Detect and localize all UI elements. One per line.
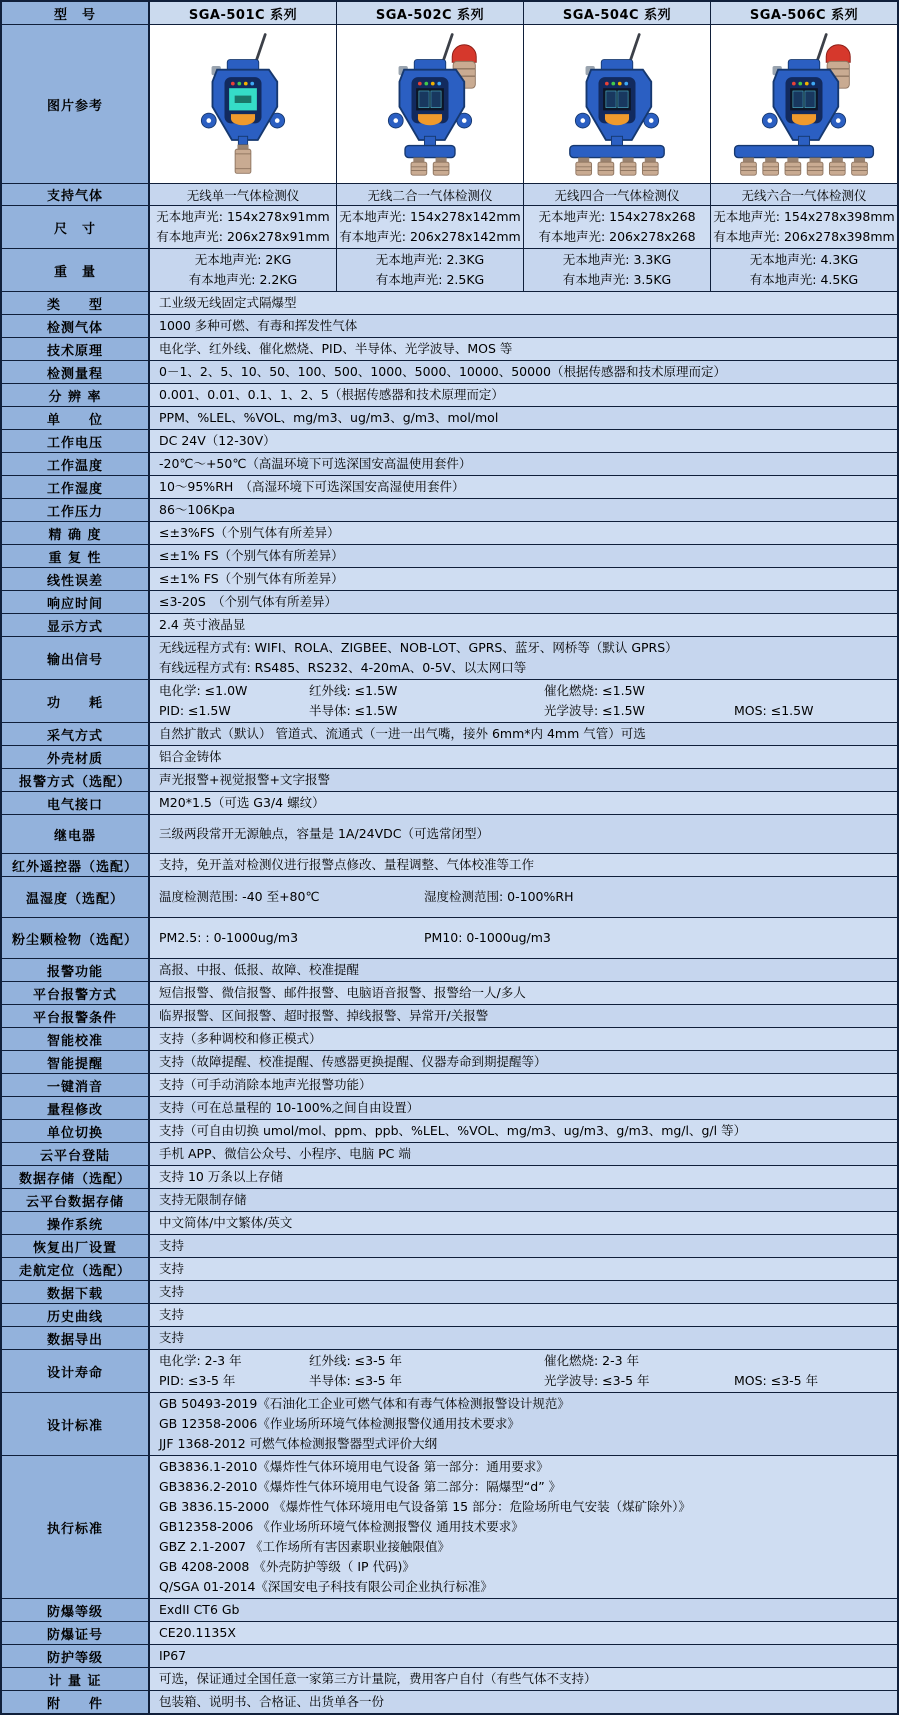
table-row: [2, 476, 897, 499]
value-cell: [150, 1028, 897, 1050]
value-line: 有本地声光: 4.5KG: [749, 272, 859, 287]
row-label: 平台报警方式: [2, 982, 150, 1004]
value-line: [159, 887, 891, 907]
row-label: 检测气体: [2, 315, 150, 337]
sga-506c-detector-icon: [716, 29, 892, 180]
table-row: [2, 614, 897, 637]
value-line: GB3836.1-2010《爆炸性气体环境用电气设备 第一部分：通用要求》: [159, 1459, 549, 1474]
value-line: 0.001、0.01、0.1、1、2、5（根据传感器和技术原理而定）: [159, 387, 504, 402]
value-line: GB 50493-2019《石油化工企业可燃气体和有毒气体检测报警设计规范》: [159, 1396, 570, 1411]
value-cell: [150, 1097, 897, 1119]
value-cell: [150, 854, 897, 876]
value-cell: [150, 1350, 897, 1392]
value-line: [159, 928, 891, 948]
row-label: 附 件: [2, 1691, 150, 1713]
value-line: 短信报警、微信报警、邮件报警、电脑语音报警、报警给一人/多人: [159, 985, 526, 1000]
table-row: [2, 1120, 897, 1143]
value-line: 支持（可手动消除本地声光报警功能）: [159, 1077, 372, 1092]
row-label: 精 确 度: [2, 522, 150, 544]
table-row: [2, 1258, 897, 1281]
row-label: 技术原理: [2, 338, 150, 360]
value-line: JJF 1368-2012 可燃气体检测报警器型式评价大纲: [159, 1436, 438, 1451]
value-line: [159, 681, 891, 701]
value-line: -20℃～+50℃（高温环境下可选深国安高温使用套件）: [159, 456, 472, 471]
value-cell: [150, 249, 337, 291]
value-line: 无本地声光: 2KG: [194, 252, 292, 267]
value-line: 临界报警、区间报警、超时报警、掉线报警、异常开/关报警: [159, 1008, 489, 1023]
value-line: 10～95%RH （高湿环境下可选深国安高湿使用套件）: [159, 479, 465, 494]
table-row: [2, 361, 897, 384]
value-line: 三级两段常开无源触点，容量是 1A/24VDC（可选常闭型）: [159, 826, 489, 841]
sga-504c-detector-icon: [529, 29, 705, 180]
value-line: 无本地声光: 4.3KG: [749, 252, 859, 267]
value-cell: [150, 545, 897, 567]
value-segment: PM2.5: : 0-1000ug/m3: [159, 930, 299, 945]
table-row: [2, 1166, 897, 1189]
table-row: [2, 338, 897, 361]
value-cell: [150, 918, 897, 958]
table-row: [2, 1097, 897, 1120]
row-label: 型 号: [2, 2, 150, 24]
row-label: 尺 寸: [2, 206, 150, 248]
table-row: [2, 723, 897, 746]
table-row: [2, 982, 897, 1005]
value-cell: [150, 1456, 897, 1598]
value-segment: 光学波导: ≤1.5W: [544, 703, 645, 718]
value-cell: [150, 792, 897, 814]
value-cell: [150, 1622, 897, 1644]
value-line: 有本地声光: 3.5KG: [562, 272, 672, 287]
row-label: 输出信号: [2, 637, 150, 679]
value-cell: [150, 1393, 897, 1455]
value-cell: [150, 338, 897, 360]
value-line: GB12358-2006 《作业场所环境气体检测报警仪 通用技术要求》: [159, 1519, 524, 1534]
value-cell: [150, 1668, 897, 1690]
value-cell: 无线六合一气体检测仪: [711, 184, 897, 205]
row-label: 操作系统: [2, 1212, 150, 1234]
value-line: [159, 1351, 891, 1371]
value-cell: 无线四合一气体检测仪: [524, 184, 711, 205]
table-row: [2, 1189, 897, 1212]
value-segment: 湿度检测范围: 0-100%RH: [424, 889, 574, 904]
row-label: 支持气体: [2, 184, 150, 205]
row-label: 云平台数据存储: [2, 1189, 150, 1211]
row-label: 智能校准: [2, 1028, 150, 1050]
row-label: 数据存储（选配）: [2, 1166, 150, 1188]
table-row: [2, 769, 897, 792]
sga-502c-detector-icon: [342, 29, 518, 180]
value-cell: [150, 815, 897, 853]
table-row: [2, 1393, 897, 1456]
row-label: 防爆证号: [2, 1622, 150, 1644]
value-segment: 温度检测范围: -40 至+80℃: [159, 889, 320, 904]
table-row: [2, 292, 897, 315]
value-line: Q/SGA 01-2014《深国安电子科技有限公司企业执行标准》: [159, 1579, 493, 1594]
value-line: 有本地声光: 2.2KG: [188, 272, 298, 287]
row-label: 数据下载: [2, 1281, 150, 1303]
value-line: 可选，保证通过全国任意一家第三方计量院，费用客户自付（有些气体不支持）: [159, 1671, 597, 1686]
value-cell: [150, 746, 897, 768]
row-label: 防爆等级: [2, 1599, 150, 1621]
row-label: 走航定位（选配）: [2, 1258, 150, 1280]
row-label: 电气接口: [2, 792, 150, 814]
row-label: 重 复 性: [2, 545, 150, 567]
value-segment: 半导体: ≤1.5W: [309, 703, 398, 718]
table-row: [2, 384, 897, 407]
value-line: IP67: [159, 1648, 187, 1663]
value-line: GB 4208-2008 《外壳防护等级（ IP 代码)》: [159, 1559, 415, 1574]
value-line: 支持: [159, 1261, 185, 1276]
value-line: GB3836.2-2010《爆炸性气体环境用电气设备 第二部分：隔爆型“d” 》: [159, 1479, 562, 1494]
table-row: [2, 1281, 897, 1304]
value-line: 工业级无线固定式隔爆型: [159, 295, 297, 310]
table-row: [2, 499, 897, 522]
value-cell: [150, 1212, 897, 1234]
value-cell: [150, 1143, 897, 1165]
value-segment: 光学波导: ≤3-5 年: [544, 1373, 650, 1388]
row-label: 线性误差: [2, 568, 150, 590]
row-label: 功 耗: [2, 680, 150, 722]
table-row: [2, 637, 897, 680]
product-image-row: [2, 25, 897, 184]
value-line: GB 12358-2006《作业场所环境气体检测报警仪通用技术要求》: [159, 1416, 520, 1431]
value-cell: [150, 1281, 897, 1303]
value-segment: PID: ≤3-5 年: [159, 1373, 236, 1388]
value-cell: [150, 637, 897, 679]
value-cell: [150, 453, 897, 475]
table-row: [2, 680, 897, 723]
value-cell: 无线二合一气体检测仪: [337, 184, 524, 205]
value-cell: [150, 1258, 897, 1280]
value-cell: [150, 1691, 897, 1713]
value-segment: PM10: 0-1000ug/m3: [424, 930, 551, 945]
value-line: 0－1、2、5、10、50、100、500、1000、5000、10000、50000（根据传感器和技术原理而定）: [159, 364, 726, 379]
table-row: [2, 1212, 897, 1235]
value-cell: [337, 249, 524, 291]
value-line: ≤3-20S （个别气体有所差异）: [159, 594, 338, 609]
table-row: [2, 545, 897, 568]
table-row: [2, 1327, 897, 1350]
value-cell: [150, 769, 897, 791]
product-image-sga-506c: [711, 25, 897, 183]
value-cell: [150, 522, 897, 544]
value-line: 声光报警+视觉报警+文字报警: [159, 772, 330, 787]
value-cell: [150, 206, 337, 248]
table-row: [2, 1005, 897, 1028]
row-label: 粉尘颗检物（选配）: [2, 918, 150, 958]
value-line: [159, 701, 891, 721]
row-label: 单位切换: [2, 1120, 150, 1142]
value-line: [159, 1371, 891, 1391]
row-label: 图片参考: [2, 25, 150, 183]
table-row: [2, 1074, 897, 1097]
value-line: 支持: [159, 1307, 185, 1322]
value-cell: [150, 680, 897, 722]
value-cell: [150, 959, 897, 981]
value-cell: [150, 1051, 897, 1073]
table-row: [2, 1599, 897, 1622]
value-segment: 催化燃烧: 2-3 年: [544, 1353, 640, 1368]
value-cell: [150, 1074, 897, 1096]
value-line: 支持（可自由切换 umol/mol、ppm、ppb、%LEL、%VOL、mg/m3、ug/m3、g/m3、mg/l、g/l 等）: [159, 1123, 747, 1138]
row-label: 响应时间: [2, 591, 150, 613]
table-row: [2, 1143, 897, 1166]
table-row: [2, 1622, 897, 1645]
value-line: GB 3836.15-2000 《爆炸性气体环境用电气设备第 15 部分：危险场所电气安装（煤矿除外）》: [159, 1499, 691, 1514]
row-label: 量程修改: [2, 1097, 150, 1119]
column-header: SGA-502C 系列: [337, 2, 524, 24]
value-line: 包装箱、说明书、合格证、出货单各一份: [159, 1694, 385, 1709]
value-line: 支持无限制存储: [159, 1192, 247, 1207]
row-label: 防护等级: [2, 1645, 150, 1667]
value-cell: [150, 982, 897, 1004]
value-line: 支持: [159, 1330, 185, 1345]
value-line: 支持: [159, 1238, 185, 1253]
row-label: 采气方式: [2, 723, 150, 745]
row-label: 工作湿度: [2, 476, 150, 498]
value-cell: [150, 614, 897, 636]
row-label: 报警方式（选配）: [2, 769, 150, 791]
value-line: 有线远程方式有: RS485、RS232、4-20mA、0-5V、以太网口等: [159, 660, 527, 675]
value-line: CE20.1135X: [159, 1625, 236, 1640]
value-line: 有本地声光: 206x278x91mm: [156, 229, 330, 244]
value-line: ≤±1% FS（个别气体有所差异）: [159, 548, 344, 563]
value-cell: 无线单一气体检测仪: [150, 184, 337, 205]
value-cell: [150, 1235, 897, 1257]
row-label: 数据导出: [2, 1327, 150, 1349]
table-row: [2, 1456, 897, 1599]
value-segment: MOS: ≤1.5W: [734, 703, 814, 718]
value-line: ≤±3%FS（个别气体有所差异）: [159, 525, 340, 540]
table-row: [2, 206, 897, 249]
row-label: 报警功能: [2, 959, 150, 981]
table-row: [2, 1668, 897, 1691]
value-line: ExdII CT6 Gb: [159, 1602, 240, 1617]
product-image-sga-501c: [150, 25, 337, 183]
table-row: [2, 568, 897, 591]
table-row: [2, 815, 897, 854]
row-label: 设计标准: [2, 1393, 150, 1455]
value-line: 有本地声光: 206x278x398mm: [713, 229, 895, 244]
row-label: 计 量 证: [2, 1668, 150, 1690]
value-line: 支持（多种调校和修正模式）: [159, 1031, 322, 1046]
row-label: 工作电压: [2, 430, 150, 452]
row-label: 红外遥控器（选配）: [2, 854, 150, 876]
value-cell: [150, 1304, 897, 1326]
table-row: [2, 1028, 897, 1051]
row-label: 恢复出厂设置: [2, 1235, 150, 1257]
value-cell: [150, 723, 897, 745]
value-line: DC 24V（12-30V）: [159, 433, 276, 448]
column-header: SGA-501C 系列: [150, 2, 337, 24]
value-line: 高报、中报、低报、故障、校准提醒: [159, 962, 360, 977]
value-line: 86～106Kpa: [159, 502, 236, 517]
value-line: 铝合金铸体: [159, 749, 222, 764]
header-row: [2, 2, 897, 25]
table-row: [2, 746, 897, 769]
value-cell: [711, 249, 897, 291]
value-cell: [150, 1120, 897, 1142]
value-line: 自然扩散式（默认） 管道式、流通式（一进一出气嘴，接外 6mm*内 4mm 气管）可选: [159, 726, 646, 741]
table-row: [2, 1304, 897, 1327]
table-row: [2, 453, 897, 476]
value-cell: [150, 384, 897, 406]
table-row: [2, 1691, 897, 1713]
table-row: [2, 407, 897, 430]
table-row: [2, 1350, 897, 1393]
value-line: PPM、%LEL、%VOL、mg/m3、ug/m3、g/m3、mol/mol: [159, 410, 499, 425]
table-row: [2, 249, 897, 292]
row-label: 设计寿命: [2, 1350, 150, 1392]
row-label: 云平台登陆: [2, 1143, 150, 1165]
table-row: [2, 959, 897, 982]
row-label: 智能提醒: [2, 1051, 150, 1073]
table-row: [2, 522, 897, 545]
value-segment: 电化学: 2-3 年: [159, 1353, 242, 1368]
value-cell: [150, 1599, 897, 1621]
value-segment: MOS: ≤3-5 年: [734, 1373, 819, 1388]
value-line: 支持: [159, 1284, 185, 1299]
value-cell: [337, 206, 524, 248]
value-segment: 催化燃烧: ≤1.5W: [544, 683, 645, 698]
value-cell: [524, 249, 711, 291]
value-line: 2.4 英寸液晶显: [159, 617, 246, 632]
row-label: 类 型: [2, 292, 150, 314]
row-label: 检测量程: [2, 361, 150, 383]
value-line: M20*1.5（可选 G3/4 螺纹）: [159, 795, 325, 810]
value-line: 无本地声光: 154x278x268: [538, 209, 696, 224]
value-segment: 半导体: ≤3-5 年: [309, 1373, 403, 1388]
value-segment: 电化学: ≤1.0W: [159, 683, 248, 698]
product-image-sga-504c: [524, 25, 711, 183]
value-line: 有本地声光: 206x278x142mm: [339, 229, 521, 244]
row-label: 单 位: [2, 407, 150, 429]
value-line: 无本地声光: 2.3KG: [375, 252, 485, 267]
column-header: SGA-506C 系列: [711, 2, 897, 24]
value-line: 电化学、红外线、催化燃烧、PID、半导体、光学波导、MOS 等: [159, 341, 513, 356]
value-cell: [150, 407, 897, 429]
value-line: 无本地声光: 154x278x91mm: [156, 209, 330, 224]
product-image-sga-502c: [337, 25, 524, 183]
value-cell: [150, 361, 897, 383]
value-cell: [150, 1189, 897, 1211]
table-row: [2, 591, 897, 614]
row-label: 一键消音: [2, 1074, 150, 1096]
table-row: [2, 184, 897, 206]
value-line: 支持（可在总量程的 10-100%之间自由设置）: [159, 1100, 420, 1115]
value-line: 中文简体/中文繁体/英文: [159, 1215, 293, 1230]
row-label: 平台报警条件: [2, 1005, 150, 1027]
row-label: 历史曲线: [2, 1304, 150, 1326]
value-cell: [150, 315, 897, 337]
table-row: [2, 1645, 897, 1668]
value-line: 无本地声光: 3.3KG: [562, 252, 672, 267]
value-line: 手机 APP、微信公众号、小程序、电脑 PC 端: [159, 1146, 411, 1161]
value-line: 有本地声光: 206x278x268: [538, 229, 696, 244]
table-row: [2, 854, 897, 877]
value-cell: [711, 206, 897, 248]
value-line: 有本地声光: 2.5KG: [375, 272, 485, 287]
value-line: 支持，免开盖对检测仪进行报警点修改、量程调整、气体校准等工作: [159, 857, 535, 872]
value-cell: [150, 568, 897, 590]
value-cell: [150, 591, 897, 613]
value-cell: [150, 430, 897, 452]
row-label: 执行标准: [2, 1456, 150, 1598]
value-cell: [150, 476, 897, 498]
table-row: [2, 1235, 897, 1258]
value-segment: 红外线: ≤1.5W: [309, 683, 398, 698]
row-label: 重 量: [2, 249, 150, 291]
value-cell: [150, 877, 897, 917]
value-line: 无线远程方式有: WIFI、ROLA、ZIGBEE、NOB-LOT、GPRS、蓝牙、网桥等（默认 GPRS）: [159, 640, 678, 655]
row-label: 工作压力: [2, 499, 150, 521]
value-cell: [524, 206, 711, 248]
value-cell: [150, 1645, 897, 1667]
value-line: 1000 多种可燃、有毒和挥发性气体: [159, 318, 358, 333]
value-line: GBZ 2.1-2007 《工作场所有害因素职业接触限值》: [159, 1539, 450, 1554]
table-row: [2, 877, 897, 918]
value-cell: [150, 1005, 897, 1027]
table-row: [2, 918, 897, 959]
row-label: 温湿度（选配）: [2, 877, 150, 917]
table-row: [2, 1051, 897, 1074]
value-cell: [150, 1166, 897, 1188]
value-line: ≤±1% FS（个别气体有所差异）: [159, 571, 344, 586]
value-cell: [150, 292, 897, 314]
value-line: 无本地声光: 154x278x142mm: [339, 209, 521, 224]
table-row: [2, 315, 897, 338]
row-label: 继电器: [2, 815, 150, 853]
value-line: 无本地声光: 154x278x398mm: [713, 209, 895, 224]
value-segment: 红外线: ≤3-5 年: [309, 1353, 403, 1368]
value-segment: PID: ≤1.5W: [159, 703, 231, 718]
value-cell: [150, 499, 897, 521]
row-label: 外壳材质: [2, 746, 150, 768]
row-label: 工作温度: [2, 453, 150, 475]
table-row: [2, 430, 897, 453]
value-line: 支持（故障提醒、校准提醒、传感器更换提醒、仪器寿命到期提醒等）: [159, 1054, 547, 1069]
sga-501c-detector-icon: [155, 29, 331, 180]
row-label: 显示方式: [2, 614, 150, 636]
value-cell: [150, 1327, 897, 1349]
table-row: [2, 792, 897, 815]
row-label: 分 辨 率: [2, 384, 150, 406]
column-header: SGA-504C 系列: [524, 2, 711, 24]
value-line: 支持 10 万条以上存储: [159, 1169, 283, 1184]
